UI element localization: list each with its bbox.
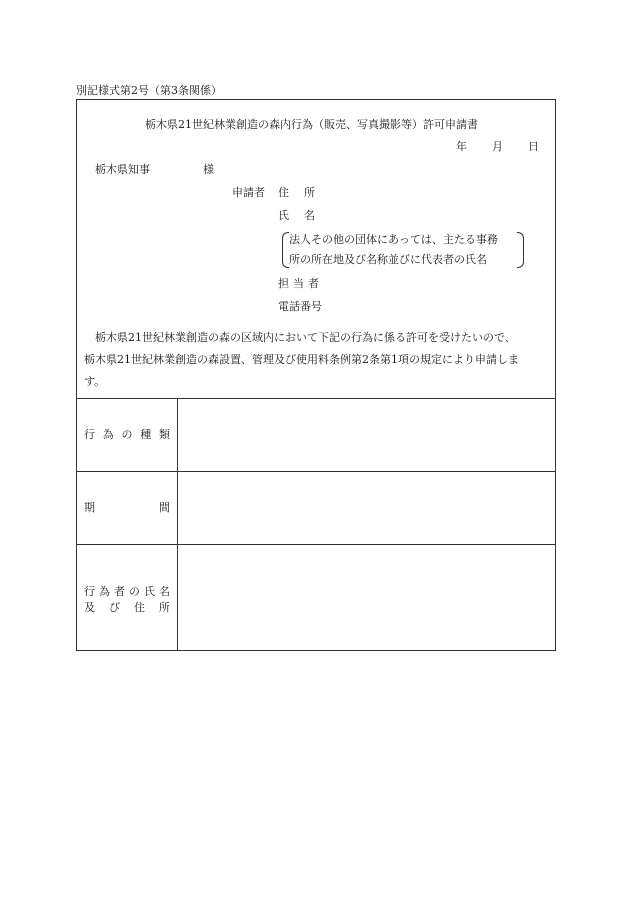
body-text-line-3: す。: [84, 375, 106, 388]
form-label: 別記様式第2号（第3条関係）: [76, 84, 222, 97]
table-label-period: 期間: [84, 501, 170, 514]
applicant-note-line-2: 所の所在地及び名称並びに代表者の氏名: [289, 253, 487, 266]
body-text-line-2: 栃木県21世紀林業創造の森設置、管理及び使用料条例第2条第1項の規定により申請しま: [84, 353, 519, 366]
table-label-activity-type: 行為の種類: [84, 428, 170, 441]
date-day-label: 日: [528, 140, 539, 153]
period-value-cell: [178, 472, 555, 544]
date-year-label: 年: [456, 140, 467, 153]
applicant-note-line-1: 法人その他の団体にあっては、主たる事務: [289, 233, 498, 246]
applicant-contact-label: 担当者: [278, 277, 323, 290]
addressee-honorific: 様: [203, 163, 214, 176]
applicant-phone-label: 電話番号: [278, 300, 322, 313]
note-right-bracket: [517, 232, 524, 268]
note-left-bracket: [282, 232, 289, 268]
table-label-actor-name: 行為者の氏名: [84, 585, 170, 598]
date-month-label: 月: [492, 140, 503, 153]
table-label-actor-address: 及び住所: [84, 601, 170, 614]
addressee-name: 栃木県知事: [95, 163, 150, 176]
actor-name-address-value-cell: [178, 545, 555, 650]
applicant-label: 申請者: [232, 186, 265, 199]
activity-type-value-cell: [178, 399, 555, 471]
applicant-name-label: 氏 名: [278, 209, 317, 222]
body-text-line-1: 栃木県21世紀林業創造の森の区域内において下記の行為に係る許可を受けたいので、: [95, 331, 516, 344]
document-title: 栃木県21世紀林業創造の森内行為（販売、写真撮影等）許可申請書: [145, 118, 478, 131]
applicant-address-label: 住 所: [278, 186, 317, 199]
